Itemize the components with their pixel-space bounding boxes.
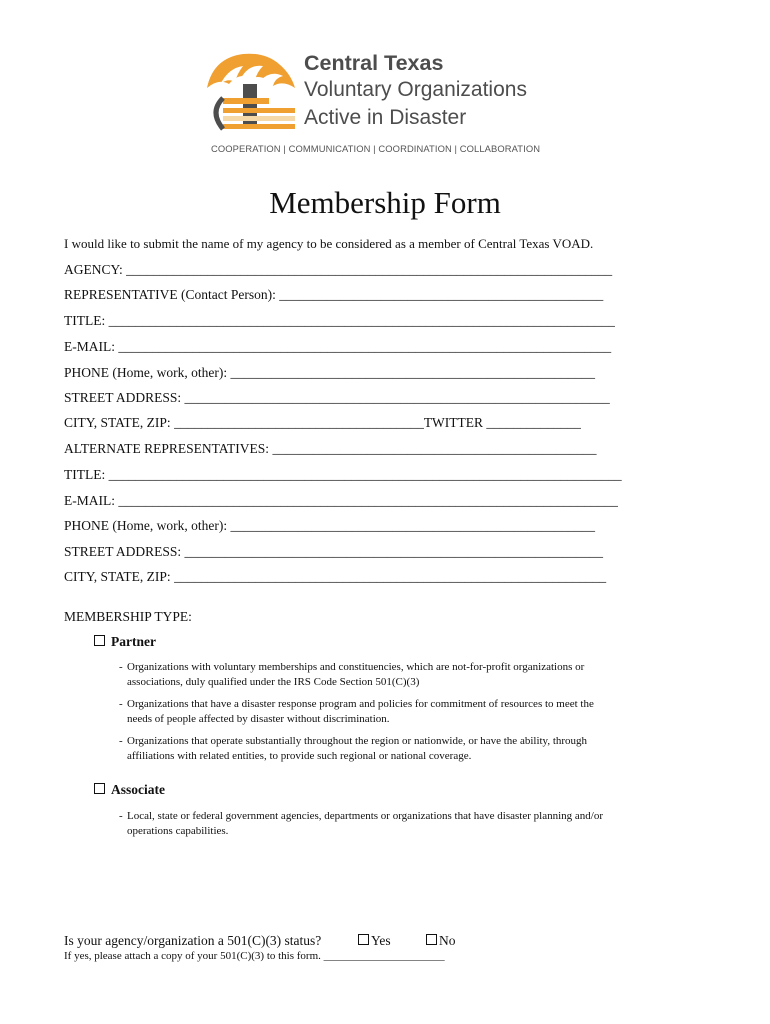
bullet-text-line1: Organizations with voluntary memberships and constituencies, which are not-for-profit organizations or xyxy=(127,661,585,673)
field-label: TITLE: xyxy=(64,467,106,482)
partner-bullet-3: - Organizations that operate substantially throughout the region or nationwide, or have the ability, through affiliations with related entities, to provide such regional or national coverage. xyxy=(119,734,699,764)
field-blank[interactable]: _______________________________________________________________ xyxy=(184,390,610,405)
logo-title-line2: Voluntary Organizations xyxy=(304,78,527,101)
email-field[interactable] xyxy=(64,339,611,355)
status-note: If yes, please attach a copy of your 501(C)(3) to this form. ______________________ xyxy=(64,950,445,962)
associate-checkbox[interactable] xyxy=(94,783,105,794)
street-address-field[interactable] xyxy=(64,390,610,406)
field-label: PHONE (Home, work, other): xyxy=(64,365,228,380)
no-option[interactable] xyxy=(426,933,456,949)
field-blank[interactable]: __________________________________________________________________________ xyxy=(118,493,618,508)
field-label: CITY, STATE, ZIP: xyxy=(64,569,171,584)
partner-option[interactable] xyxy=(94,634,156,650)
field-blank[interactable]: ___________________________________________________________________________ xyxy=(108,313,615,328)
field-label: TITLE: xyxy=(64,313,106,328)
field-label: ALTERNATE REPRESENTATIVES: xyxy=(64,441,270,456)
alt-city-state-zip-field[interactable] xyxy=(64,569,606,585)
field-blank[interactable]: ________________________________________________ xyxy=(279,287,604,302)
associate-bullet-1: - Local, state or federal government agencies, departments or organizations that have disaster planning and/or operations capabilities. xyxy=(119,809,699,839)
yes-label: Yes xyxy=(371,933,391,948)
alt-phone-field[interactable] xyxy=(64,518,595,534)
logo xyxy=(203,50,573,160)
field-blank[interactable]: _____________________________________TWITTER ______________ xyxy=(174,415,581,430)
cvoad-logo-mark-icon xyxy=(203,50,303,135)
yes-option[interactable] xyxy=(358,933,391,949)
city-state-zip-twitter-field[interactable] xyxy=(64,415,581,431)
field-blank[interactable]: _________________________________________________________________________ xyxy=(118,339,612,354)
field-blank[interactable]: ______________________________________________________ xyxy=(230,365,595,380)
title-field[interactable] xyxy=(64,313,615,329)
no-label: No xyxy=(439,933,456,948)
phone-field[interactable] xyxy=(64,365,595,381)
alternate-representatives-field[interactable] xyxy=(64,441,596,457)
field-label: E-MAIL: xyxy=(64,493,115,508)
yes-checkbox[interactable] xyxy=(358,934,369,945)
alt-email-field[interactable] xyxy=(64,493,618,509)
field-label: PHONE (Home, work, other): xyxy=(64,518,228,533)
alt-street-address-field[interactable] xyxy=(64,544,603,560)
field-label: AGENCY: xyxy=(64,262,123,277)
field-blank[interactable]: ______________________________________________________ xyxy=(230,518,595,533)
logo-tagline: COOPERATION | COMMUNICATION | COORDINATION | COLLABORATION xyxy=(211,143,541,154)
bullet-text-line2: needs of people affected by disaster without discrimination. xyxy=(127,713,390,725)
representative-field[interactable] xyxy=(64,287,603,303)
status-question: Is your agency/organization a 501(C)(3) status? xyxy=(64,933,322,948)
field-label: REPRESENTATIVE (Contact Person): xyxy=(64,287,276,302)
logo-title-line1: Central Texas xyxy=(304,51,444,75)
bullet-text-line1: Local, state or federal government agencies, departments or organizations that have disaster planning and/or xyxy=(127,810,603,822)
intro-text: I would like to submit the name of my agency to be considered as a member of Central Texas VOAD. xyxy=(64,236,594,251)
associate-label: Associate xyxy=(111,782,165,797)
partner-bullet-2: - Organizations that have a disaster response program and policies for commitment of resources to meet the needs of people affected by disaster without discrimination. xyxy=(119,697,699,727)
field-blank[interactable]: ____________________________________________________________________________ xyxy=(108,467,622,482)
field-blank[interactable]: ________________________________________________________________ xyxy=(174,569,607,584)
partner-checkbox[interactable] xyxy=(94,635,105,646)
alt-title-field[interactable] xyxy=(64,467,622,483)
field-label: STREET ADDRESS: xyxy=(64,544,182,559)
field-label: E-MAIL: xyxy=(64,339,115,354)
field-label: STREET ADDRESS: xyxy=(64,390,182,405)
field-label: CITY, STATE, ZIP: xyxy=(64,415,171,430)
agency-field[interactable] xyxy=(64,262,612,278)
bullet-text-line1: Organizations that have a disaster response program and policies for commitment of resources to meet the xyxy=(127,698,594,710)
field-blank[interactable]: ________________________________________________ xyxy=(272,441,597,456)
membership-type-label: MEMBERSHIP TYPE: xyxy=(64,609,192,624)
associate-option[interactable] xyxy=(94,782,165,798)
no-checkbox[interactable] xyxy=(426,934,437,945)
field-blank[interactable]: ________________________________________________________________________ xyxy=(126,262,613,277)
bullet-text-line2: operations capabilities. xyxy=(127,825,229,837)
field-blank[interactable]: ______________________________________________________________ xyxy=(184,544,604,559)
partner-bullet-1: - Organizations with voluntary memberships and constituencies, which are not-for-profit organizations or associations, duly qualified under the IRS Code Section 501(C)(3) xyxy=(119,660,699,690)
bullet-text-line1: Organizations that operate substantially throughout the region or nationwide, or have the ability, through xyxy=(127,735,588,747)
page-title: Membership Form xyxy=(269,185,501,220)
bullet-text-line2: affiliations with related entities, to provide such regional or national coverage. xyxy=(127,750,472,762)
partner-label: Partner xyxy=(111,634,156,649)
logo-title-line3: Active in Disaster xyxy=(304,106,467,129)
bullet-text-line2: associations, duly qualified under the IRS Code Section 501(C)(3) xyxy=(127,676,420,688)
